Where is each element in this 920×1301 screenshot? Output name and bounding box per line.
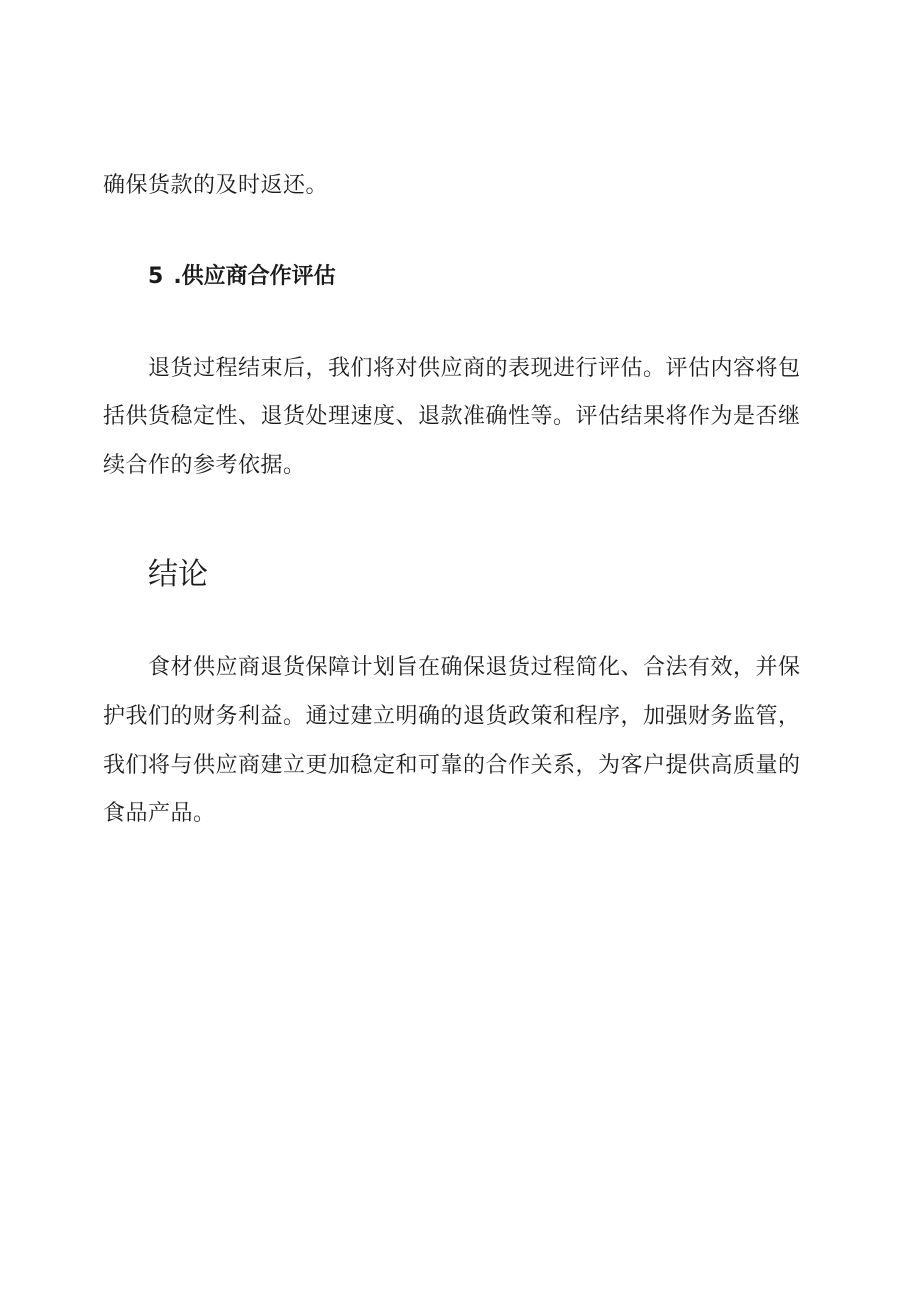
section-heading <box>148 262 336 292</box>
paragraph-line: 退货过程结束后，我们将对供应商的表现进行评估。评估内容将包 <box>148 356 801 381</box>
paragraph-fragment-line: 确保货款的及时返还。 <box>103 173 329 198</box>
paragraph-line: 护我们的财务利益。通过建立明确的退货政策和程序，加强财务监管， <box>103 704 801 729</box>
paragraph-line: 食材供应商退货保障计划旨在确保退货过程简化、合法有效，并保 <box>148 655 801 680</box>
section-number: 5 <box>148 264 164 289</box>
conclusion-heading: 结论 <box>148 557 208 592</box>
paragraph-line: 食品产品。 <box>103 801 216 826</box>
paragraph-line: 括供货稳定性、退货处理速度、退款准确性等。评估结果将作为是否继 <box>103 404 801 429</box>
paragraph-line: 我们将与供应商建立更加稳定和可靠的合作关系，为客户提供高质量的 <box>103 753 801 778</box>
section-title: .供应商合作评估 <box>173 264 336 289</box>
paragraph-line: 续合作的参考依据。 <box>103 453 306 478</box>
